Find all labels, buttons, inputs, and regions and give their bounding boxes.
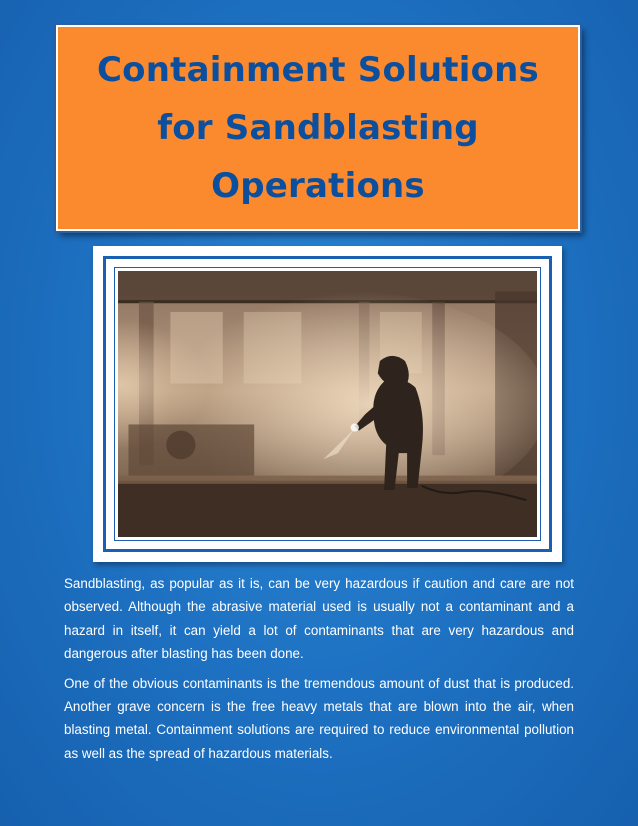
title-box	[56, 25, 580, 231]
paragraph-2: One of the obvious contaminants is the tremendous amount of dust that is produced. Another grave concern is the free heavy metals that are blown into the air, when blasting metal. Containment solutions are required to reduce environmental pollution as well as the spread of hazardous materials.	[64, 675, 574, 761]
title-line-2: for Sandblasting	[157, 108, 479, 148]
sandblasting-photo	[118, 271, 537, 537]
photo-inner-border	[114, 267, 541, 541]
photo-border	[103, 256, 552, 552]
title-line-1: Containment Solutions	[97, 50, 539, 90]
title-line-3: Operations	[211, 166, 425, 206]
paragraph-1: Sandblasting, as popular as it is, can be very hazardous if caution and care are not observed. Although the abrasive material used is usually not a contaminant and a hazard in itself, it can yield a lot of contaminants that are very hazardous and dangerous after blasting has been done.	[64, 576, 574, 662]
body-text	[64, 572, 574, 771]
photo-frame	[93, 246, 562, 562]
